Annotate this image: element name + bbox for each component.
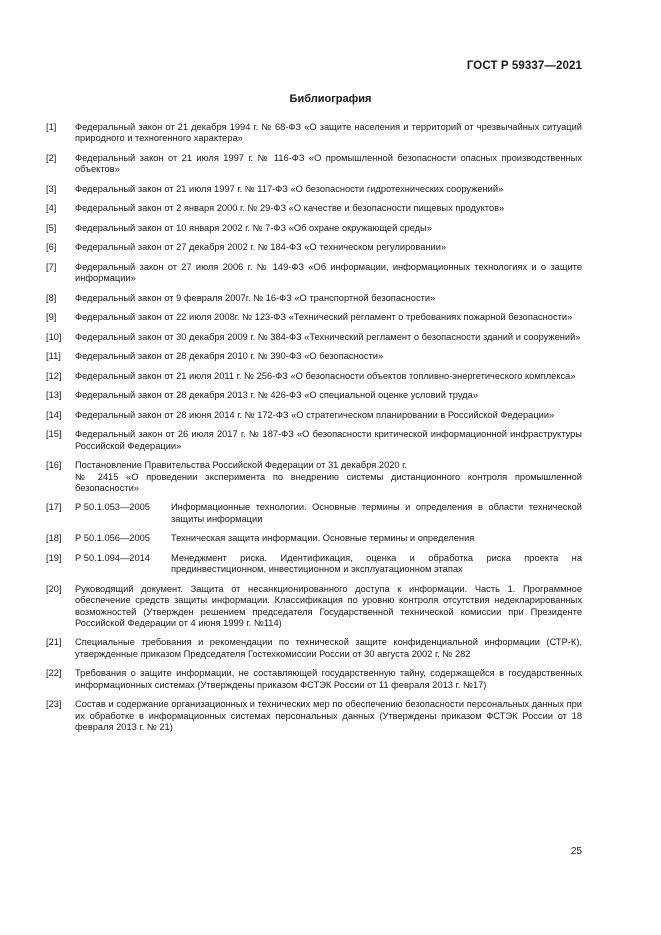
entry-number: [1] [46,122,57,132]
entry-number: [3] [46,183,57,194]
bibliography-entry [46,184,582,195]
bibliography-entry [46,122,582,145]
entry-number: [20] [46,583,62,594]
entry-number: [19] [46,552,62,563]
bibliography-entry [46,293,582,304]
entry-number: [13] [46,390,62,401]
bibliography-entry [46,553,582,576]
entry-text: Федеральный закон от 22 июля 2008г. № 123-ФЗ «Технический регламент о требованиях пожарной безопасности» [75,312,573,323]
bibliography-list [46,122,582,742]
entry-text: Федеральный закон от 30 декабря 2009 г. № 384-ФЗ «Технический регламент о безопасности зданий и сооружений» [75,331,581,342]
entry-number: [16] [46,460,62,471]
entry-text: Специальные требования и рекомендации по технической защите конфиденциальной информации (СТР-К), утвержденные приказом Председателя Гостехкомиссии России от 30 августа 2002 г. № 282 [75,637,582,659]
entry-text: Федеральный закон от 2 января 2000 г. № 29-ФЗ «О качестве и безопасности пищевых продуктов» [75,203,505,214]
entry-text: Федеральный закон от 9 февраля 2007г. № 16-ФЗ «О транспортной безопасности» [75,292,436,303]
entry-number: [2] [46,152,57,163]
entry-number: [12] [46,370,62,381]
entry-number: [22] [46,668,62,679]
standard-code: Р 50.1.056—2005 [75,533,150,544]
bibliography-entry [46,410,582,421]
entry-number: [18] [46,533,62,544]
standard-code: Р 50.1.094—2014 [75,552,150,563]
entry-text: Федеральный закон от 21 июля 1997 г. № 117-ФЗ «О безопасности гидротехнических сооружений» [75,183,504,194]
entry-text: Федеральный закон от 26 июля 2017 г. № 187-ФЗ «О безопасности критической информационной инфраструктуры Российской Федерации» [75,429,582,451]
document-header: ГОСТ Р 59337—2021 [466,60,582,72]
entry-text: Менеджмент риска. Идентификация, оценка и обработка риска проекта на прединвестиционном, инвестиционном и эксплуатационном этапах [171,552,582,575]
entry-text: Федеральный закон от 27 декабря 2002 г. № 184-ФЗ «О техническом регулировании» [75,242,447,253]
entry-number: [4] [46,203,57,214]
entry-number: [11] [46,351,61,362]
bibliography-entry [46,351,582,362]
bibliography-entry [46,332,582,343]
entry-number: [21] [46,637,62,648]
entry-text: Техническая защита информации. Основные термины и определения [171,533,475,544]
bibliography-entry [46,203,582,214]
entry-text: Федеральный закон от 28 декабря 2010 г. № 390-ФЗ «О безопасности» [75,351,384,362]
entry-number: [14] [46,409,62,420]
bibliography-entry [46,460,582,494]
entry-number: [5] [46,222,57,233]
entry-text: Постановление Правительства Российской Федерации от 31 декабря 2020 г. [75,460,408,471]
standard-code: Р 50.1.053—2005 [75,502,150,513]
bibliography-entry [46,533,582,544]
bibliography-entry [46,262,582,285]
bibliography-entry [46,242,582,253]
entry-number: [17] [46,502,62,513]
entry-text: Федеральный закон от 28 июня 2014 г. № 172-ФЗ «О стратегическом планировании в Российской Федерации» [75,409,555,420]
bibliography-entry [46,429,582,452]
bibliography-entry [46,223,582,234]
entry-text: Информационные технологии. Основные термины и определения в области технической защиты информации [171,502,582,524]
page-number: 25 [570,846,582,857]
entry-text: Федеральный закон от 21 декабря 1994 г. № 68-ФЗ «О защите населения и территорий от чрезвычайных ситуаций природного и техногенного характера» [75,122,582,144]
bibliography-entry [46,584,582,630]
bibliography-entry [46,312,582,323]
entry-text-continuation: № 2415 «О проведении эксперимента по внедрению системы дистанционного контроля промышленной безопасности» [75,471,582,493]
bibliography-entry [46,153,582,176]
bibliography-entry [46,390,582,401]
entry-text: Федеральный закон от 21 июля 2011 г. № 256-ФЗ «О безопасности объектов топливно-энергетического комплекса» [75,370,576,381]
bibliography-entry [46,699,582,733]
entry-text: Федеральный закон от 21 июля 1997 г. № 116-ФЗ «О промышленной безопасности опасных производственных объектов» [75,152,582,175]
entry-number: [7] [46,261,57,272]
entry-number: [9] [46,312,57,323]
entry-number: [8] [46,292,57,303]
entry-number: [6] [46,242,57,253]
bibliography-entry [46,637,582,660]
entry-number: [23] [46,699,62,710]
entry-text: Требования о защите информации, не составляющей государственную тайну, содержащейся в государственных информационных системах (Утверждены приказом ФСТЭК России от 11 февраля 2013 г. №17) [75,668,582,690]
page-title: Библиография [289,93,372,105]
entry-text: Федеральный закон от 10 января 2002 г. № 7-ФЗ «Об охране окружающей среды» [75,222,432,233]
entry-number: [15] [46,429,62,440]
entry-text: Федеральный закон от 28 декабря 2013 г. № 426-ФЗ «О специальной оценке условий труда» [75,390,478,401]
bibliography-entry [46,371,582,382]
bibliography-entry [46,668,582,691]
entry-text: Состав и содержание организационных и технических мер по обеспечению безопасности персональных данных при их обработке в информационных системах персональных данных (Утверждены приказом ФСТЭК России от 18 февраля 2013 г. № 21) [75,699,582,733]
entry-text: Руководящий документ. Защита от несанкционированного доступа к информации. Часть 1. Программное обеспечение средств защиты информации. Классификация по уровню контроля отсутствия недекларированных возможностей (Утвержден решением председателя Государственной технической комиссии при Президенте Российской Федерации от 4 июня 1999 г. №114) [75,583,582,628]
entry-text: Федеральный закон от 27 июля 2006 г. № 149-ФЗ «Об информации, информационных технологиях и о защите информации» [75,261,582,284]
bibliography-entry [46,502,582,525]
entry-number: [10] [46,331,62,342]
